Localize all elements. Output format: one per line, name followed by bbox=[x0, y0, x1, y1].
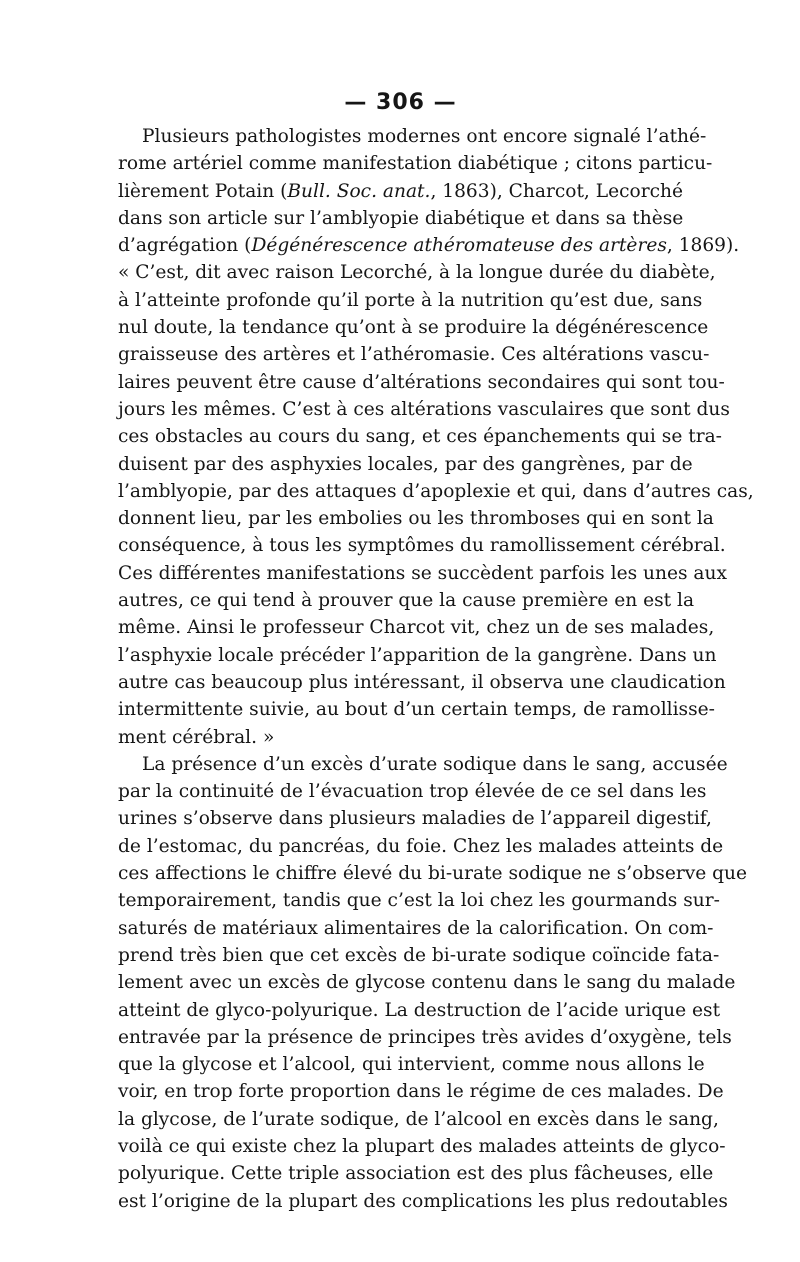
body-text bbox=[118, 123, 754, 1215]
book-page bbox=[118, 86, 754, 1215]
paragraph bbox=[118, 123, 754, 751]
text-line: ces affections le chiffre élevé du bi-urate sodique ne s’observe que bbox=[118, 863, 748, 885]
text-line: dans son article sur l’amblyopie diabétique et dans sa thèse bbox=[118, 207, 684, 229]
text-line: duisent par des asphyxies locales, par des gangrènes, par de bbox=[118, 453, 693, 475]
page-number: — 306 — bbox=[344, 90, 457, 115]
text-line: polyurique. Cette triple association est des plus fâcheuses, elle bbox=[118, 1163, 714, 1185]
text-line: l’asphyxie locale précéder l’apparition de la gangrène. Dans un bbox=[118, 644, 717, 666]
text-line: que la glycose et l’alcool, qui intervient, comme nous allons le bbox=[118, 1054, 705, 1076]
text-line: saturés de matériaux alimentaires de la calorification. On com- bbox=[118, 917, 714, 939]
text-line: donnent lieu, par les embolies ou les thromboses qui en sont la bbox=[118, 508, 714, 530]
text-line: Plusieurs pathologistes modernes ont encore signalé l’athé- bbox=[142, 126, 707, 147]
text-line: La présence d’un excès d’urate sodique dans le sang, accusée bbox=[142, 753, 728, 775]
text-line: lement avec un excès de glycose contenu dans le sang du malade bbox=[118, 972, 736, 994]
text-line: par la continuité de l’évacuation trop élevée de ce sel dans les bbox=[118, 781, 707, 803]
text-line: même. Ainsi le professeur Charcot vit, chez un de ses malades, bbox=[118, 617, 715, 639]
text-line: jours les mêmes. C’est à ces altérations vasculaires que sont dus bbox=[118, 398, 730, 420]
text-line: à l’atteinte profonde qu’il porte à la nutrition qu’est due, sans bbox=[118, 289, 703, 311]
text-line: conséquence, à tous les symptômes du ramollissement cérébral. bbox=[118, 535, 726, 557]
text-line: voilà ce qui existe chez la plupart des malades atteints de glyco- bbox=[118, 1135, 726, 1157]
text-line: intermittente suivie, au bout d’un certain temps, de ramollisse- bbox=[118, 699, 715, 721]
text-line: entravée par la présence de principes très avides d’oxygène, tels bbox=[118, 1026, 732, 1048]
text-line: rome artériel comme manifestation diabétique ; citons particu- bbox=[118, 153, 713, 175]
text-line: Ces différentes manifestations se succèdent parfois les unes aux bbox=[118, 562, 727, 584]
paragraph bbox=[118, 751, 748, 1215]
italic-citation: Bull. Soc. anat. bbox=[287, 180, 431, 202]
text-line: graisseuse des artères et l’athéromasie. Ces altérations vascu- bbox=[118, 344, 710, 366]
text-line: est l’origine de la plupart des complications les plus redoutables bbox=[118, 1190, 728, 1212]
text-line: autres, ce qui tend à prouver que la cause première en est la bbox=[118, 590, 695, 612]
text-line: nul doute, la tendance qu’ont à se produire la dégénérescence bbox=[118, 317, 709, 339]
text-line: de l’estomac, du pancréas, du foie. Chez les malades atteints de bbox=[118, 835, 724, 857]
text-line: atteint de glyco-polyurique. La destruction de l’acide urique est bbox=[118, 999, 721, 1021]
text-line: laires peuvent être cause d’altérations secondaires qui sont tou- bbox=[118, 371, 725, 393]
text-line: temporairement, tandis que c’est la loi chez les gourmands sur- bbox=[118, 890, 720, 912]
text-line: ment cérébral. » bbox=[118, 726, 275, 748]
text-line: « C’est, dit avec raison Lecorché, à la longue durée du diabète, bbox=[118, 262, 716, 284]
text-line: la glycose, de l’urate sodique, de l’alcool en excès dans le sang, bbox=[118, 1108, 719, 1130]
italic-citation: Dégénérescence athéromateuse des artères bbox=[251, 235, 667, 257]
text-line: voir, en trop forte proportion dans le régime de ces malades. De bbox=[118, 1081, 724, 1103]
text-line: d’agrégation (Dégénérescence athéromateuse des artères, 1869). bbox=[118, 235, 740, 257]
text-line: prend très bien que cet excès de bi-urate sodique coïncide fata- bbox=[118, 944, 720, 966]
text-line: autre cas beaucoup plus intéressant, il observa une claudication bbox=[118, 671, 726, 693]
text-line: l’amblyopie, par des attaques d’apoplexie et qui, dans d’autres cas, bbox=[118, 480, 754, 502]
text-line: ces obstacles au cours du sang, et ces épanchements qui se tra- bbox=[118, 426, 722, 448]
text-line: lièrement Potain (Bull. Soc. anat., 1863), Charcot, Lecorché bbox=[118, 180, 683, 202]
text-line: urines s’observe dans plusieurs maladies de l’appareil digestif, bbox=[118, 808, 712, 830]
